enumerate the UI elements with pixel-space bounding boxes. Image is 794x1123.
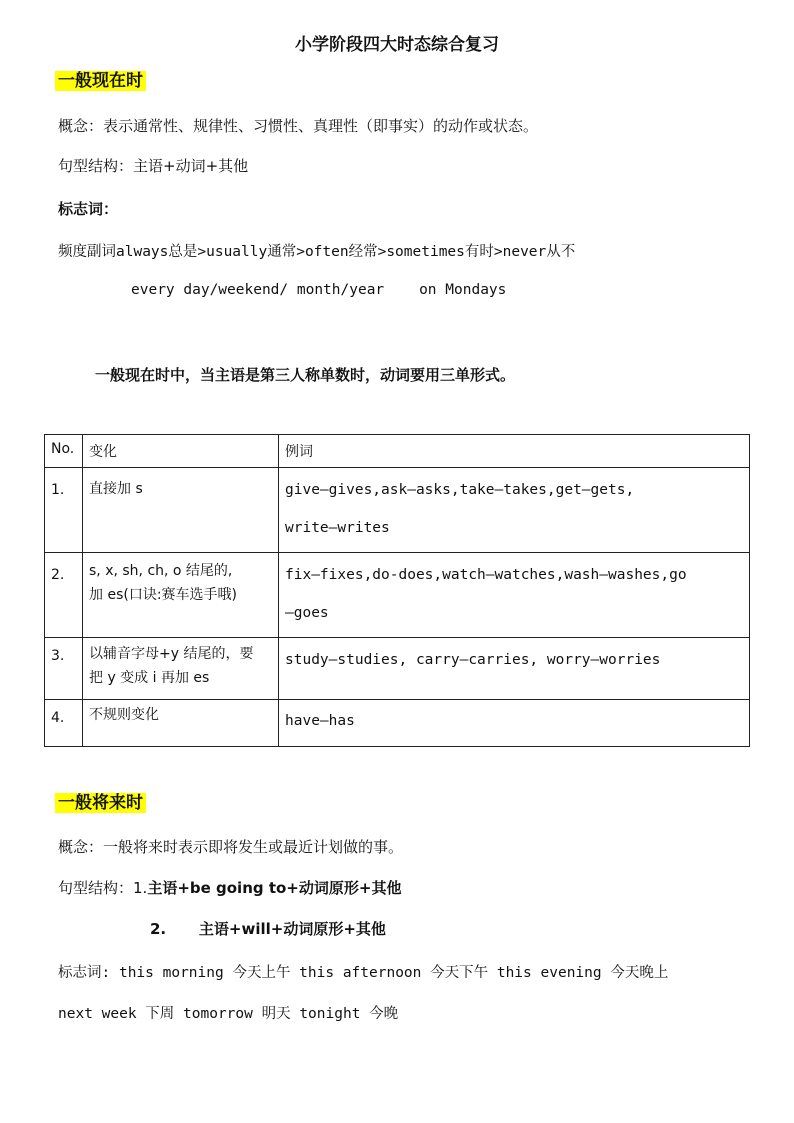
future-structure-2-number: 2.: [150, 920, 167, 938]
present-time-words: every day/weekend/ month/year on Mondays: [131, 282, 507, 298]
future-structure-prefix: 句型结构：1.: [58, 879, 148, 897]
table-cell-examples: [279, 553, 750, 638]
future-structure-2: [150, 918, 386, 939]
table-row: [45, 553, 750, 638]
future-marker-line-1: 标志词: this morning 今天上午 this afternoon 今天下午 this evening 今天晚上: [58, 965, 669, 981]
section-heading-future: [55, 790, 146, 816]
future-heading: 一般将来时: [55, 793, 146, 813]
table-header: 变化: [83, 435, 279, 468]
table-row: [45, 700, 750, 747]
example-line: study—studies, carry—carries, worry—worries: [285, 652, 661, 668]
table-header-row: [45, 435, 750, 468]
present-third-person-rule: 一般现在时中，当主语是第三人称单数时，动词要用三单形式。: [95, 366, 516, 384]
example-line: —goes: [285, 605, 329, 621]
table-cell-change: 不规则变化: [83, 700, 279, 747]
table-cell-examples: [279, 468, 750, 553]
table-cell-no: 2.: [45, 553, 83, 638]
table-cell-examples: [279, 638, 750, 700]
present-marker-label: 标志词：: [58, 200, 119, 218]
present-heading: 一般现在时: [55, 71, 146, 91]
table-row: [45, 468, 750, 553]
table-cell-change: [83, 638, 279, 700]
future-concept: 概念：一般将来时表示即将发生或最近计划做的事。: [58, 838, 404, 856]
example-line: have—has: [285, 713, 355, 729]
present-concept: 概念：表示通常性、规律性、习惯性、真理性（即事实）的动作或状态。: [58, 117, 539, 135]
future-structure-will: 主语+will+动词原形+其他: [198, 920, 386, 938]
table-row: [45, 638, 750, 700]
present-frequency-adverbs: 频度副词always总是>usually通常>often经常>sometimes有时>never从不: [58, 244, 576, 260]
change-line: s, x, sh, ch, o 结尾的,: [89, 563, 233, 579]
table-cell-no: 1.: [45, 468, 83, 553]
table-cell-examples: [279, 700, 750, 747]
table-cell-change: [83, 553, 279, 638]
table-header: No.: [45, 435, 83, 468]
future-structure-going-to: 主语+be going to+动词原形+其他: [147, 879, 402, 897]
change-line: 加 es(口诀:赛车选手哦): [89, 587, 237, 603]
table-header: 例词: [279, 435, 750, 468]
table-cell-change: 直接加 s: [83, 468, 279, 553]
change-line: 把 y 变成 i 再加 es: [89, 670, 210, 686]
third-person-table: [44, 434, 750, 747]
example-line: fix—fixes,do-does,watch—watches,wash—washes,go: [285, 567, 687, 583]
section-heading-present: [55, 68, 146, 94]
page-title: 小学阶段四大时态综合复习: [295, 35, 499, 55]
table-cell-no: 3.: [45, 638, 83, 700]
table-cell-no: 4.: [45, 700, 83, 747]
future-structure-1: [58, 877, 401, 898]
example-line: write—writes: [285, 520, 390, 536]
example-line: give—gives,ask—asks,take—takes,get—gets,: [285, 482, 635, 498]
change-line: 以辅音字母+y 结尾的，要: [89, 646, 254, 662]
future-marker-line-2: next week 下周 tomorrow 明天 tonight 今晚: [58, 1006, 399, 1022]
present-structure: 句型结构：主语+动词+其他: [58, 157, 249, 175]
